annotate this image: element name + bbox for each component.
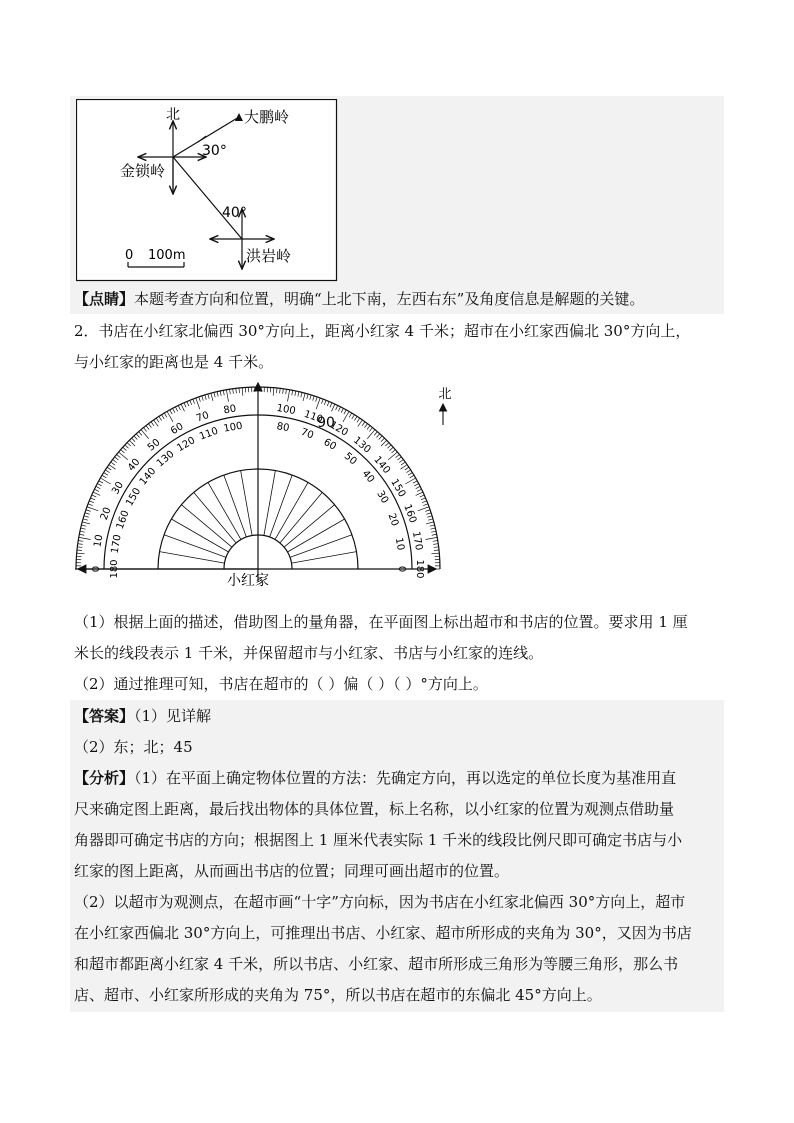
protractor-tick: [226, 390, 228, 402]
protractor-tick: [388, 452, 397, 460]
protractor-outer-number: 10: [92, 533, 106, 549]
protractor-tick: [405, 467, 409, 470]
protractor-tick: [88, 504, 93, 506]
protractor-tick: [374, 432, 377, 436]
protractor-outer-number: 30: [110, 479, 127, 497]
protractor-tick: [109, 465, 116, 470]
protractor-tick: [313, 396, 315, 401]
sub1-line-1: （1）根据上面的描述，借助图上的量角器，在平面图上标出超市和书店的位置。要求用 1 厘: [74, 613, 688, 631]
protractor-tick: [344, 410, 346, 414]
protractor-tick: [82, 522, 90, 524]
protractor-tick: [90, 498, 95, 500]
protractor-inner-number: 0: [396, 565, 407, 573]
protractor-tick: [214, 392, 215, 397]
protractor-tick: [164, 413, 167, 417]
protractor-tick: [367, 426, 370, 430]
protractor-tick: [134, 436, 137, 440]
protractor-tick: [78, 541, 83, 542]
protractor-tick: [80, 531, 85, 532]
protractor-tick: [385, 443, 389, 446]
protractor-tick: [428, 519, 433, 520]
sub1-line-2: 米长的线段表示 1 千米，并保留超市与小红家、书店与小红家的连线。: [74, 644, 544, 662]
analysis-line-1: [74, 768, 676, 788]
protractor-tick: [418, 507, 429, 511]
protractor-tick: [330, 403, 332, 408]
protractor-tick: [434, 547, 439, 548]
protractor-tick: [417, 489, 421, 491]
protractor-inner-number: 10: [392, 536, 406, 552]
q2-line-2: 与小红家的距离也是 4 千米。: [74, 353, 274, 371]
protractor-tick: [379, 436, 382, 440]
protractor-tick: [432, 534, 437, 535]
analysis-line-4: 红家的图上距离，从而画出书店的位置；同理可画出超市的位置。: [74, 862, 510, 880]
protractor-tick: [321, 399, 323, 404]
protractor-tick: [387, 445, 391, 448]
protractor-inner-number: 130: [154, 448, 177, 470]
protractor-tick: [84, 516, 89, 517]
protractor-outer-number: 40: [125, 456, 143, 474]
protractor-tick: [77, 550, 82, 551]
protractor-outer-number: 160: [401, 502, 419, 525]
protractor-tick: [426, 513, 431, 515]
protractor-tick: [316, 397, 318, 402]
protractor-tick: [148, 424, 151, 428]
protractor-tick: [92, 495, 97, 497]
protractor-tick: [146, 426, 149, 430]
protractor-tick: [357, 418, 360, 422]
dianjing-line: [74, 289, 644, 309]
protractor-north-label: 北: [438, 387, 452, 402]
protractor-inner-number: 170: [109, 533, 124, 555]
protractor-tick: [190, 400, 192, 405]
protractor-inner-number: 80: [275, 421, 291, 435]
analysis-tag: 【分析】: [74, 769, 135, 787]
map-frame: [77, 100, 337, 281]
protractor-tick: [280, 388, 281, 393]
answer-text-1: （1）见详解: [134, 707, 212, 725]
protractor-outer-number: 100: [275, 402, 297, 418]
protractor-tick: [202, 396, 204, 401]
protractor-tick: [416, 486, 420, 488]
analysis-line-5: （2）以超市为观测点，在超市画“十字”方向标，因为书店在小红家北偏西 30°方向上，超市: [74, 893, 686, 911]
protractor-tick: [107, 467, 111, 470]
protractor-tick: [123, 447, 127, 450]
protractor-tick: [156, 418, 159, 422]
protractor-inner-number: 40: [359, 468, 377, 486]
map-north-label: 北: [166, 107, 180, 123]
protractor-tick: [431, 531, 436, 532]
protractor-tick: [405, 478, 415, 484]
protractor-tick: [408, 473, 412, 476]
protractor-tick: [85, 513, 90, 515]
protractor-tick: [96, 486, 100, 488]
protractor-tick: [283, 389, 284, 394]
protractor-tick: [125, 445, 129, 448]
protractor-tick: [410, 475, 414, 478]
protractor-tick: [104, 473, 108, 476]
protractor-tick: [343, 411, 349, 421]
protractor-inner-number: 110: [198, 425, 220, 443]
protractor-tick: [83, 519, 88, 520]
protractor-tick: [349, 413, 352, 417]
protractor-tick: [401, 465, 408, 470]
protractor-tick: [421, 498, 426, 500]
protractor-tick: [117, 454, 121, 457]
protractor-tick: [423, 504, 428, 506]
analysis-line-7: 和超市都距离小红家 4 千米，所以书店、小红家、超市所形成三角形为等腰三角形，那么书: [74, 955, 679, 973]
protractor-inner-number: 160: [114, 509, 132, 531]
protractor-tick: [327, 401, 329, 406]
protractor-tick: [399, 459, 403, 462]
protractor-tick: [162, 415, 165, 419]
protractor-tick: [433, 541, 438, 542]
protractor-tick: [324, 400, 326, 405]
protractor-tick: [205, 395, 206, 400]
protractor-tick: [273, 388, 274, 396]
protractor-tick: [292, 390, 293, 395]
protractor-tick: [430, 525, 435, 526]
protractor-tick: [422, 501, 427, 503]
protractor-outer-number: 110: [302, 408, 325, 426]
protractor-tick: [199, 397, 201, 402]
protractor-tick: [236, 388, 237, 393]
map-figure: [76, 99, 338, 282]
protractor-outer-number: 70: [194, 409, 211, 425]
analysis-line-3: 角器即可确定书店的方向；根据图上 1 厘米代表实际 1 千米的线段比例尺即可确定书店与小: [74, 831, 683, 849]
protractor-tick: [301, 392, 302, 397]
protractor-tick: [79, 537, 91, 539]
protractor-inner-number: 180: [109, 559, 120, 579]
protractor-tick: [230, 389, 231, 394]
protractor-tick: [390, 447, 394, 450]
protractor-tick: [406, 470, 410, 473]
protractor-inner-number: 140: [137, 465, 159, 488]
protractor-tick: [307, 394, 308, 399]
protractor-tick: [431, 553, 439, 554]
peak-ne-label: 大鹏岭: [244, 108, 290, 126]
protractor-tick: [184, 403, 186, 408]
protractor-tick: [316, 398, 320, 409]
protractor-tick: [121, 450, 125, 453]
answer-line-2: （2）东；北；45: [74, 738, 193, 756]
protractor-outer-number: 0: [91, 565, 102, 573]
protractor-tick: [208, 394, 209, 399]
protractor-inner-number: 50: [341, 450, 359, 468]
protractor-outer-number: 150: [388, 477, 408, 500]
protractor-tick: [223, 390, 224, 395]
protractor-tick: [132, 438, 135, 442]
protractor-tick: [430, 528, 435, 529]
protractor-tick: [392, 450, 396, 453]
protractor-tick: [139, 432, 142, 436]
protractor-tick: [369, 428, 372, 432]
q2-line-1: 2．书店在小红家北偏西 30°方向上，距离小红家 4 千米；超市在小红家西偏北 30°方向上，: [74, 322, 691, 340]
protractor-tick: [288, 390, 290, 402]
protractor-tick: [89, 501, 94, 503]
scale-length-label: 100m: [148, 248, 186, 263]
protractor-tick: [303, 393, 305, 401]
protractor-tick: [396, 454, 400, 457]
peak-se-label: 洪岩岭: [246, 247, 292, 265]
protractor-tick: [298, 392, 299, 397]
protractor-tick: [341, 408, 343, 412]
analysis-line-8: 店、超市、小红家所形成的夹角为 75°，所以书店在超市的东偏北 45°方向上。: [74, 986, 602, 1004]
angle-se-label: 40°: [222, 205, 247, 221]
protractor-tick: [242, 388, 243, 396]
protractor-tick: [239, 388, 240, 393]
protractor-inner-number: 60: [321, 436, 339, 453]
protractor-tick: [111, 462, 115, 465]
protractor-outer-number: 60: [168, 421, 186, 438]
scale-zero-label: 0: [125, 248, 134, 263]
protractor-outer-number: 80: [222, 403, 238, 417]
protractor-tick: [181, 404, 184, 411]
protractor-outer-number: 50: [145, 436, 163, 454]
dianjing-text: 本题考查方向和位置，明确“上北下南，左西右东”及角度信息是解题的关键。: [134, 290, 645, 308]
center-90-label: 90: [317, 415, 335, 431]
protractor-tick: [167, 411, 173, 421]
protractor-tick: [79, 534, 84, 535]
protractor-tick: [87, 507, 98, 511]
protractor-tick: [414, 484, 418, 486]
protractor-tick: [286, 389, 287, 394]
sub2-line: （2）通过推理可知，书店在超市的（ ）偏（ ）（ ）°方向上。: [74, 675, 488, 693]
protractor-tick: [433, 544, 438, 545]
protractor-tick: [336, 405, 338, 409]
protractor-tick: [426, 522, 434, 524]
analysis-line-2: 尺来确定图上距离，最后找出物体的具体位置，标上名称，以小红家的位置为观测点借助量: [74, 800, 675, 818]
protractor-outer-number: 120: [327, 419, 350, 439]
protractor-tick: [434, 550, 439, 551]
protractor-tick: [217, 392, 218, 397]
protractor-outer-number: 130: [350, 434, 373, 456]
protractor-tick: [338, 407, 340, 411]
protractor-tick: [233, 389, 234, 394]
protractor-tick: [78, 544, 83, 545]
protractor-inner-number: 120: [175, 435, 198, 455]
protractor-tick: [196, 398, 200, 409]
protractor-tick: [367, 430, 375, 439]
center-label: 小红家: [227, 573, 269, 588]
protractor-tick: [77, 547, 82, 548]
protractor-tick: [81, 528, 86, 529]
dianjing-tag: 【点睛】: [74, 290, 135, 308]
protractor-tick: [416, 492, 423, 495]
protractor-tick: [136, 434, 139, 438]
analysis-line-6: 在小红家西偏北 30°方向上，可推理出书店、小红家、超市所形成的夹角为 30°，又因为书店: [74, 924, 692, 942]
answer-line-1: [74, 706, 211, 726]
protractor-tick: [354, 416, 357, 420]
protractor-tick: [178, 405, 180, 409]
protractor-tick: [97, 484, 101, 486]
protractor-tick: [113, 459, 117, 462]
protractor-inner-number: 20: [385, 512, 401, 528]
protractor-tick: [93, 492, 100, 495]
protractor-inner-number: 100: [222, 420, 244, 435]
protractor-tick: [154, 420, 159, 427]
protractor-tick: [81, 525, 86, 526]
protractor-outer-number: 140: [371, 454, 393, 477]
protractor-tick: [365, 424, 368, 428]
protractor-tick: [102, 475, 106, 478]
protractor-tick: [420, 495, 425, 497]
protractor-tick: [352, 415, 355, 419]
protractor-tick: [100, 478, 110, 484]
protractor-tick: [211, 393, 213, 401]
protractor-tick: [175, 407, 177, 411]
protractor-tick: [425, 510, 430, 512]
protractor-tick: [220, 391, 221, 396]
protractor-tick: [376, 434, 379, 438]
protractor-tick: [151, 422, 154, 426]
protractor-tick: [397, 457, 401, 460]
protractor-tick: [401, 462, 405, 465]
protractor-tick: [94, 489, 98, 491]
protractor-tick: [332, 404, 335, 411]
protractor-tick: [115, 457, 119, 460]
protractor-tick: [77, 553, 85, 554]
protractor-inner-number: 30: [374, 488, 391, 506]
protractor-tick: [170, 410, 172, 414]
protractor-tick: [358, 420, 363, 427]
protractor-tick: [127, 443, 131, 446]
protractor-tick: [187, 401, 189, 406]
protractor-tick: [141, 430, 149, 439]
protractor-tick: [173, 408, 175, 412]
protractor-tick: [86, 510, 91, 512]
protractor-figure: [70, 378, 460, 588]
protractor-tick: [193, 399, 195, 404]
peak-w-label: 金锁岭: [120, 162, 166, 180]
analysis-text-1: （1）在平面上确定物体位置的方法：先确定方向，再以选定的单位长度为基准用直: [134, 769, 677, 787]
protractor-tick: [105, 470, 109, 473]
protractor-outer-number: 180: [414, 559, 425, 579]
protractor-tick: [362, 422, 365, 426]
answer-tag: 【答案】: [74, 707, 135, 725]
protractor-tick: [99, 481, 103, 483]
protractor-tick: [159, 416, 162, 420]
protractor-inner-number: 70: [299, 426, 315, 442]
protractor-tick: [295, 391, 296, 396]
protractor-outer-number: 20: [98, 505, 114, 522]
protractor-outer-number: 170: [409, 530, 425, 552]
protractor-tick: [381, 438, 384, 442]
protractor-tick: [310, 395, 311, 400]
protractor-tick: [425, 537, 437, 539]
protractor-tick: [277, 388, 278, 393]
protractor-tick: [413, 481, 417, 483]
protractor-tick: [119, 452, 128, 460]
protractor-inner-number: 150: [124, 486, 144, 509]
protractor-tick: [143, 428, 146, 432]
angle-ne-label: 30°: [202, 143, 227, 159]
protractor-tick: [427, 516, 432, 517]
